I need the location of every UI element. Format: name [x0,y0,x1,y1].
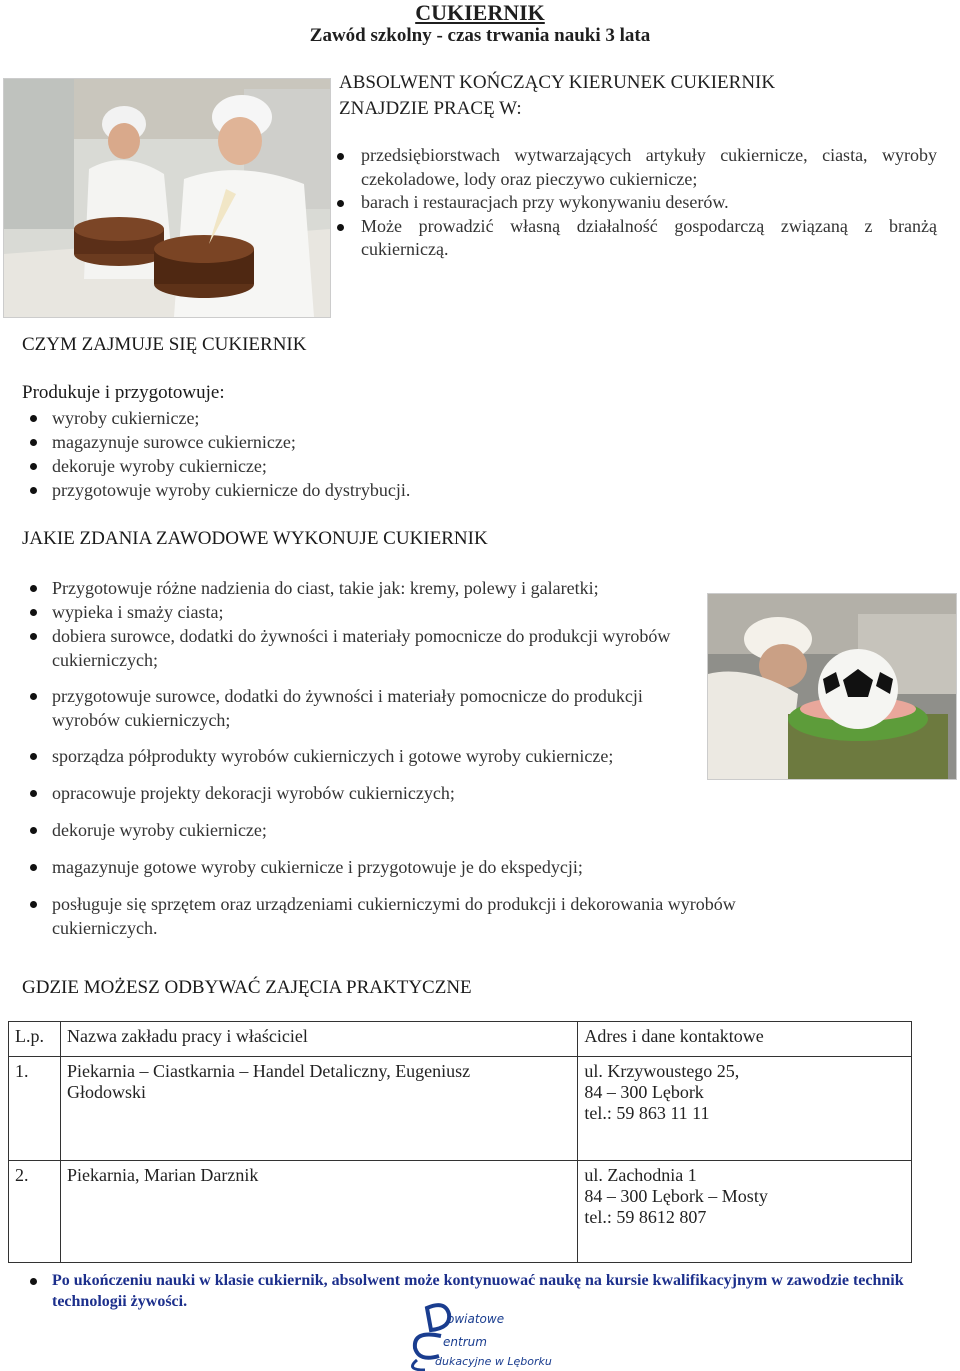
list-item: Przygotowuje różne nadzienia do ciast, takie jak: kremy, polewy i galaretki; [30,576,840,600]
logo-line1: owiatowe [447,1312,505,1326]
employment-heading-line2: ZNAJDZIE PRACĘ W: [339,98,522,119]
employment-heading [339,70,939,122]
list-item: Może prowadzić własną działalność gospodarczą związaną z branżą cukierniczą. [337,215,937,262]
bullet-icon [30,439,37,446]
list-item: przedsiębiorstwach wytwarzających artykuły cukiernicze, ciasta, wyroby czekoladowe, lody oraz pieczywo cukiernicze; [337,144,937,191]
column-header: L.p. [9,1022,61,1057]
tasks-heading: JAKIE ZDANIA ZAWODOWE WYKONUJE CUKIERNIK [22,528,488,549]
workplace-name: Piekarnia – Ciastkarnia – Handel Detaliczny, Eugeniusz Głodowski [60,1057,577,1161]
bullet-icon [30,633,37,640]
bullet-icon [337,200,344,207]
list-item: dekoruje wyroby cukiernicze; [30,818,840,842]
duties-list [30,406,730,502]
bakers-photo [3,78,331,318]
list-item: wypieka i smaży ciasta; [30,600,840,624]
bullet-icon [30,585,37,592]
bullet-icon [337,153,344,160]
list-item: opracowuje projekty dekoracji wyrobów cukierniczych; [30,781,840,805]
duties-heading: CZYM ZAJMUJE SIĘ CUKIERNIK [22,334,307,355]
tasks-list [30,576,840,940]
bullet-icon [30,693,37,700]
practice-heading: GDZIE MOŻESZ ODBYWAĆ ZAJĘCIA PRAKTYCZNE [22,977,472,998]
bullet-icon [30,609,37,616]
logo-line3: dukacyjne w Lęborku [435,1355,552,1368]
school-logo [405,1300,555,1371]
bullet-icon [30,827,37,834]
row-number: 1. [9,1057,61,1161]
list-item: sporządza półprodukty wyrobów cukierniczych i gotowe wyroby cukiernicze; [30,744,840,768]
bullet-icon [30,487,37,494]
list-item: wyroby cukiernicze; [30,406,730,430]
list-item: barach i restauracjach przy wykonywaniu deserów. [337,191,937,215]
bullet-icon [30,415,37,422]
table-row [9,1161,912,1263]
list-item: magazynuje gotowe wyroby cukiernicze i przygotowuje je do ekspedycji; [30,855,840,879]
column-header: Nazwa zakładu pracy i właściciel [60,1022,577,1057]
list-item: magazynuje surowce cukiernicze; [30,430,730,454]
bullet-icon [30,753,37,760]
bullet-icon [30,463,37,470]
workplace-address: ul. Krzywoustego 25, 84 – 300 Lębork tel.: 59 863 11 11 [578,1057,912,1161]
list-item: dekoruje wyroby cukiernicze; [30,454,730,478]
list-item: przygotowuje wyroby cukiernicze do dystrybucji. [30,478,730,502]
bullet-icon [30,864,37,871]
workplace-name: Piekarnia, Marian Darznik [60,1161,577,1263]
bullet-icon [337,224,344,231]
workplace-address: ul. Zachodnia 1 84 – 300 Lębork – Mosty tel.: 59 8612 807 [578,1161,912,1263]
table-header-row [9,1022,912,1057]
employment-list [337,144,937,262]
list-item: posługuje się sprzętem oraz urządzeniami cukierniczymi do produkcji i dekorowania wyrobów cukierniczych. [30,892,840,940]
duties-subheading: Produkuje i przygotowuje: [22,382,225,403]
document-title: CUKIERNIK [415,0,545,25]
employment-heading-line1: ABSOLWENT KOŃCZĄCY KIERUNEK CUKIERNIK [339,72,776,93]
bullet-icon [30,1278,37,1285]
column-header: Adres i dane kontaktowe [578,1022,912,1057]
list-item: dobiera surowce, dodatki do żywności i materiały pomocnicze do produkcji wyrobów cukierniczych; [30,624,682,672]
list-item: przygotowuje surowce, dodatki do żywności i materiały pomocnicze do produkcji wyrobów cukierniczych; [30,684,652,732]
row-number: 2. [9,1161,61,1263]
table-row [9,1057,912,1161]
bullet-icon [30,790,37,797]
practice-table [8,1021,912,1263]
footnote: Po ukończeniu nauki w klasie cukiernik, absolwent może kontynuować naukę na kursie kwalifikacyjnym w zawodzie technik technologii żywości. [30,1270,932,1312]
logo-line2: entrum [443,1335,487,1349]
document-subtitle: Zawód szkolny - czas trwania nauki 3 lata [309,25,651,46]
bullet-icon [30,901,37,908]
